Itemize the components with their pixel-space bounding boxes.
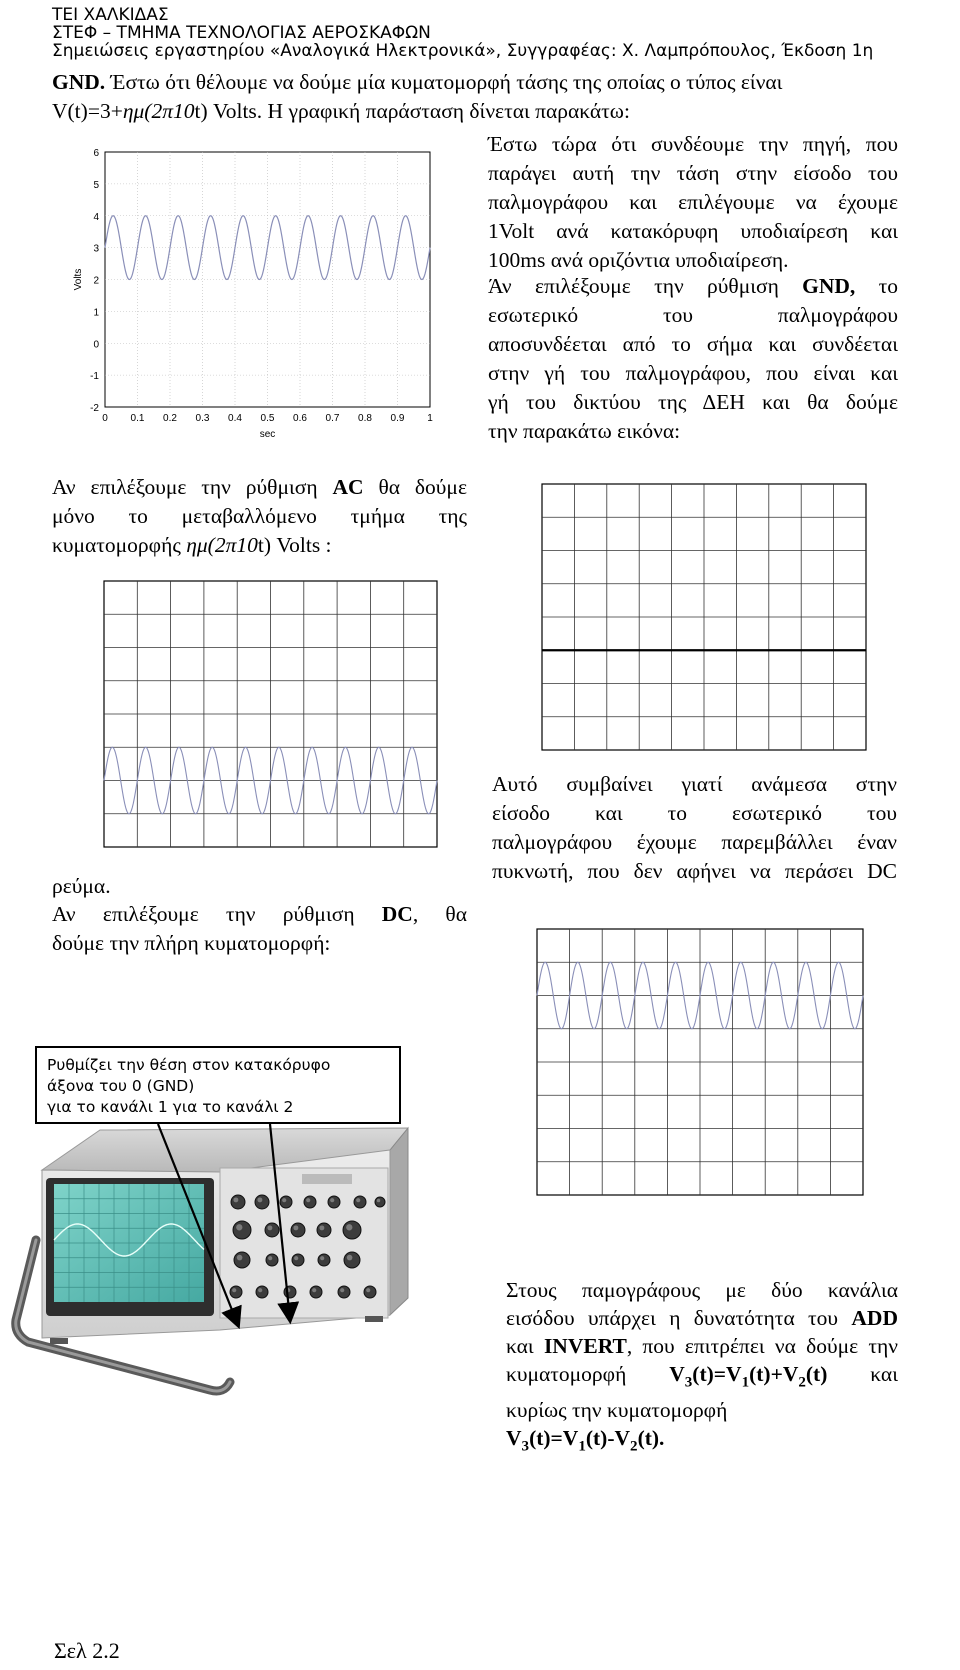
knob-highlight (286, 1288, 290, 1292)
control-knob (317, 1223, 331, 1237)
add-text: κυματομορφή (506, 1362, 627, 1386)
gnd-label: GND. (52, 70, 106, 94)
control-knob (233, 1221, 251, 1239)
formula-part: (t)+V (749, 1362, 799, 1386)
x-tick-label: 1 (427, 413, 433, 424)
x-tick-label: 0.7 (325, 413, 340, 424)
department-header: ΣΤΕΦ – ΤΜΗΜΑ ΤΕΧΝΟΛΟΓΙΑΣ ΑΕΡΟΣΚΑΦΩΝ (52, 23, 431, 43)
x-tick-label: 0.9 (390, 413, 405, 424)
setup-line: Έστω τώρα ότι συνδέουμε την πηγή, που (488, 132, 898, 156)
y-tick-label: 0 (93, 339, 99, 351)
brand-plate (302, 1174, 352, 1184)
control-knob (265, 1223, 279, 1237)
page-number: Σελ 2.2 (54, 1638, 120, 1663)
formula-prefix: V(t)=3+ (52, 99, 123, 123)
add-bold: ADD (851, 1306, 898, 1330)
y-tick-label: -1 (90, 371, 99, 383)
y-tick-label: 2 (93, 275, 99, 287)
foot-left (50, 1338, 68, 1344)
control-knob (343, 1221, 361, 1239)
dc-bold: DC (381, 902, 413, 926)
gnd-line: εσωτερικό του παλμογράφου (488, 303, 898, 327)
dc-text: , θα (412, 902, 467, 926)
knob-highlight (356, 1198, 360, 1202)
capacitor-line: είσοδο και το εσωτερικό του (492, 801, 897, 825)
control-knob (255, 1195, 269, 1209)
ac-bold: AC (332, 475, 364, 499)
x-tick-label: 0.3 (195, 413, 210, 424)
control-knob (234, 1252, 250, 1268)
knob-highlight (233, 1197, 238, 1202)
knob-highlight (294, 1256, 298, 1260)
ac-text: θα δούμε (363, 475, 467, 499)
control-knob (231, 1195, 245, 1209)
add-invert-paragraph (506, 1276, 898, 1461)
formula-sub: 1 (578, 1438, 586, 1455)
formula-part: (t)=V (692, 1362, 742, 1386)
add-text: και (506, 1334, 544, 1358)
ac-italic: ημ(2π10 (186, 533, 258, 557)
ac-text: κυματομορφής (52, 533, 187, 557)
current-word: ρεύμα. (52, 874, 111, 898)
case-side (390, 1128, 408, 1315)
y-tick-label: 3 (93, 243, 99, 255)
setup-paragraph (488, 130, 898, 275)
capacitor-paragraph (492, 770, 897, 886)
control-knob (304, 1196, 316, 1208)
add-line: κυρίως την κυματομορφή (506, 1398, 728, 1423)
formula-sub: 3 (684, 1374, 693, 1391)
x-axis-label: sec (259, 429, 276, 440)
intro-paragraph (52, 68, 922, 126)
x-tick-label: 0 (102, 413, 108, 424)
x-tick-label: 0.1 (130, 413, 145, 424)
scope-ac-screen (103, 580, 438, 848)
y-tick-label: -2 (90, 403, 99, 414)
knob-highlight (293, 1225, 298, 1230)
intro-text: Έστω ότι θέλουμε να δούμε μία κυματομορφή τάσης της οποίας ο τύπος είναι (105, 70, 783, 94)
knob-highlight (377, 1199, 381, 1203)
callout-line: άξονα του 0 (GND) (47, 1077, 195, 1095)
control-knob (318, 1254, 330, 1266)
gnd-line: αποσυνδέεται από το σήμα και συνδέεται (488, 332, 898, 356)
knob-highlight (282, 1198, 286, 1202)
setup-line: 1Volt ανά κατακόρυφη υποδιαίρεση και (488, 219, 898, 243)
capacitor-line: πυκνωτή, που δεν αφήνει να περάσει DC (492, 859, 897, 883)
control-knob (338, 1286, 350, 1298)
dc-paragraph (52, 900, 467, 958)
formula-sum (669, 1360, 827, 1396)
knob-highlight (346, 1224, 352, 1230)
x-tick-label: 0.2 (163, 413, 177, 424)
setup-line: 100ms ανά οριζόντια υποδιαίρεση. (488, 248, 789, 272)
control-knob (266, 1254, 278, 1266)
scope-dc-screen (536, 928, 864, 1196)
formula-suffix: t) Volts. Η γραφική παράσταση δίνεται παρακάτω: (194, 99, 630, 123)
scope-gnd-screen (541, 483, 867, 751)
callout-line: Ρυθμίζει την θέση στον κατακόρυφο (47, 1056, 331, 1074)
invert-bold: INVERT (543, 1334, 627, 1358)
x-tick-label: 0.5 (260, 413, 275, 424)
gnd-paragraph (488, 272, 898, 446)
control-knob (291, 1223, 305, 1237)
controls-panel (220, 1168, 388, 1318)
oscilloscope-photo (10, 1120, 440, 1405)
gnd-text: Άν επιλέξουμε την ρύθμιση (488, 274, 803, 298)
add-text: και (870, 1362, 898, 1386)
formula-part: (t). (637, 1426, 665, 1451)
x-tick-label: 0.6 (293, 413, 307, 424)
ac-line: μόνο το μεταβαλλόμενο τμήμα της (52, 504, 467, 528)
knob-highlight (236, 1224, 242, 1230)
foot-right (365, 1316, 383, 1322)
ac-paragraph (52, 473, 467, 560)
gnd-line: την παρακάτω εικόνα: (488, 419, 681, 443)
callout-line: για το κανάλι 1 για το κανάλι 2 (47, 1098, 294, 1116)
institution-header: ΤΕΙ ΧΑΛΚΙΔΑΣ (52, 5, 169, 25)
add-line: Στους παμογράφους με δύο κανάλια (506, 1278, 898, 1302)
y-tick-label: 6 (93, 148, 99, 159)
x-tick-label: 0.8 (358, 413, 372, 424)
notes-header: Σημειώσεις εργαστηρίου «Αναλογικά Ηλεκτρονικά», Συγγραφέας: Χ. Λαμπρόπουλος, Έκδοση 1η (52, 41, 874, 61)
gnd-line: γή του δικτύου της ΔΕΗ και θα δούμε (488, 390, 898, 414)
control-knob (284, 1286, 296, 1298)
gnd-line: στην γή του παλμογράφου, που είναι και (488, 361, 898, 385)
knob-highlight (330, 1198, 334, 1202)
formula-part: V (669, 1362, 685, 1386)
knob-highlight (320, 1256, 324, 1260)
control-knob (256, 1286, 268, 1298)
knob-highlight (268, 1256, 272, 1260)
knob-highlight (347, 1255, 353, 1261)
capacitor-line: Αυτό συμβαίνει γιατί ανάμεσα στην (492, 772, 897, 796)
control-knob (292, 1254, 304, 1266)
add-text: , που επιτρέπει να δούμε την (626, 1334, 898, 1358)
control-knob (364, 1286, 376, 1298)
ac-text: Αν επιλέξουμε την ρύθμιση (52, 475, 333, 499)
formula-sub: 2 (630, 1438, 638, 1455)
formula-diff (506, 1426, 665, 1455)
formula-part: (t) (805, 1362, 828, 1386)
formula-italic: ημ(2π10 (122, 99, 195, 123)
control-knob (344, 1252, 360, 1268)
control-knob (375, 1197, 385, 1207)
add-text: εισόδου υπάρχει η δυνατότητα του (506, 1306, 852, 1330)
setup-line: παράγει αυτή την τάση στην είσοδο του (488, 161, 898, 185)
formula-part: V (506, 1426, 522, 1451)
y-tick-label: 5 (93, 179, 99, 191)
y-tick-label: 4 (93, 211, 99, 223)
y-axis-label: Volts (73, 268, 84, 291)
gnd-text: το (855, 274, 899, 298)
knob-highlight (232, 1288, 236, 1292)
voltage-plot (60, 140, 440, 450)
knob-highlight (366, 1288, 370, 1292)
control-knob (230, 1286, 242, 1298)
knob-highlight (306, 1198, 310, 1202)
formula-part: (t)=V (529, 1426, 579, 1451)
setup-line: παλμογράφου και επιλέγουμε να έχουμε (488, 190, 898, 214)
knob-highlight (340, 1288, 344, 1292)
dc-text: Αν επιλέξουμε την ρύθμιση (52, 902, 382, 926)
formula-sub: 3 (521, 1438, 530, 1455)
dc-line: δούμε την πλήρη κυματομορφή: (52, 931, 331, 955)
control-knob (354, 1196, 366, 1208)
y-tick-label: 1 (93, 307, 99, 319)
control-knob (310, 1286, 322, 1298)
formula-sub: 1 (741, 1374, 750, 1391)
gnd-bold: GND, (802, 274, 856, 298)
capacitor-line: παλμογράφου έχουμε παρεμβάλλει έναν (492, 830, 897, 854)
position-callout (35, 1046, 401, 1124)
control-knob (328, 1196, 340, 1208)
formula-part: (t)-V (585, 1426, 631, 1451)
formula-sub: 2 (798, 1374, 806, 1391)
x-tick-label: 0.4 (228, 413, 242, 424)
knob-highlight (319, 1225, 324, 1230)
knob-highlight (312, 1288, 316, 1292)
knob-highlight (267, 1225, 272, 1230)
ac-text: t) Volts : (257, 533, 332, 557)
control-knob (280, 1196, 292, 1208)
knob-highlight (257, 1197, 262, 1202)
knob-highlight (237, 1255, 243, 1261)
knob-highlight (258, 1288, 262, 1292)
